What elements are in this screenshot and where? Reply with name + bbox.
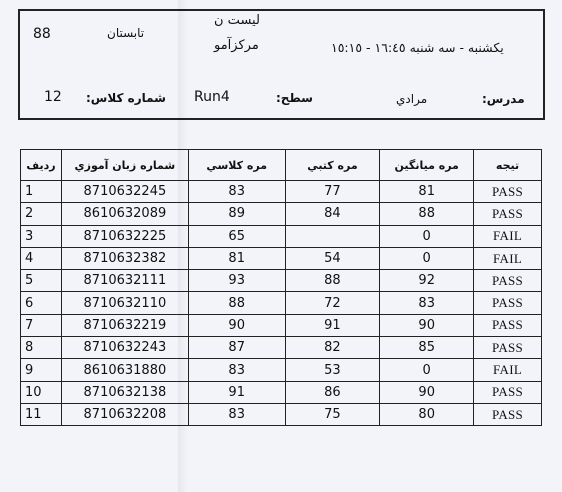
average-score-cell: 80: [380, 403, 474, 425]
paper-fold: [178, 0, 188, 492]
average-score-cell: 0: [380, 247, 474, 269]
average-score-cell: 81: [380, 181, 474, 203]
class-score-cell: 83: [188, 403, 285, 425]
row-number-cell: 9: [21, 359, 62, 381]
written-score-cell: 91: [285, 314, 380, 336]
written-score-cell: [285, 225, 380, 247]
level-value: Run4: [194, 89, 230, 105]
result-cell: PASS: [474, 203, 542, 225]
class-score-cell: 89: [188, 203, 285, 225]
result-cell: PASS: [474, 314, 542, 336]
table-row: [21, 359, 542, 381]
student-code-cell: 8710632138: [61, 381, 188, 403]
written-score-cell: 72: [285, 292, 380, 314]
result-cell: PASS: [474, 292, 542, 314]
row-number-cell: 7: [21, 314, 62, 336]
table-row: [21, 203, 542, 225]
student-code-cell: 8710632382: [61, 247, 188, 269]
class-score-cell: 87: [188, 337, 285, 359]
student-code-cell: 8610631880: [61, 359, 188, 381]
written-score-cell: 77: [285, 181, 380, 203]
class-score-cell: 83: [188, 359, 285, 381]
row-number-cell: 4: [21, 247, 62, 269]
table-row: [21, 181, 542, 203]
class-score-cell: 83: [188, 181, 285, 203]
class-score-cell: 91: [188, 381, 285, 403]
col-written-score: مره كتبي: [285, 150, 380, 181]
average-score-cell: 88: [380, 203, 474, 225]
result-cell: FAIL: [474, 359, 542, 381]
table-row: [21, 270, 542, 292]
result-cell: PASS: [474, 403, 542, 425]
written-score-cell: 54: [285, 247, 380, 269]
term-label: تابستان: [107, 26, 145, 40]
class-score-cell: 90: [188, 314, 285, 336]
grades-body: [21, 181, 542, 426]
row-number-cell: 10: [21, 381, 62, 403]
result-cell: FAIL: [474, 225, 542, 247]
table-row: [21, 403, 542, 425]
schedule: يكشنبه - سه شنبه ١٦:٤٥ - ١٥:١٥: [331, 40, 504, 55]
class-score-cell: 65: [188, 225, 285, 247]
result-cell: FAIL: [474, 247, 542, 269]
class-score-cell: 88: [188, 292, 285, 314]
grades-table: [20, 149, 542, 426]
written-score-cell: 75: [285, 403, 380, 425]
student-code-cell: 8710632243: [61, 337, 188, 359]
result-cell: PASS: [474, 337, 542, 359]
class-score-cell: 93: [188, 270, 285, 292]
term-value: 88: [33, 26, 51, 42]
teacher-value: مرادي: [396, 92, 428, 106]
student-code-cell: 8710632110: [61, 292, 188, 314]
table-row: [21, 314, 542, 336]
average-score-cell: 92: [380, 270, 474, 292]
student-code-cell: 8610632089: [61, 203, 188, 225]
row-number-cell: 3: [21, 225, 62, 247]
teacher-label: مدرس:: [482, 92, 525, 106]
written-score-cell: 88: [285, 270, 380, 292]
table-row: [21, 225, 542, 247]
class-number-label: شماره كلاس:: [86, 91, 166, 105]
average-score-cell: 90: [380, 314, 474, 336]
written-score-cell: 84: [285, 203, 380, 225]
class-score-cell: 81: [188, 247, 285, 269]
row-number-cell: 11: [21, 403, 62, 425]
class-number-value: 12: [44, 89, 62, 105]
table-row: [21, 337, 542, 359]
student-code-cell: 8710632225: [61, 225, 188, 247]
student-code-cell: 8710632245: [61, 181, 188, 203]
student-code-cell: 8710632219: [61, 314, 188, 336]
student-code-cell: 8710632208: [61, 403, 188, 425]
written-score-cell: 86: [285, 381, 380, 403]
written-score-cell: 82: [285, 337, 380, 359]
table-header-row: [21, 150, 542, 181]
col-result: تيجه: [474, 150, 542, 181]
row-number-cell: 1: [21, 181, 62, 203]
col-student-code: شماره زبان آموزي: [61, 150, 188, 181]
average-score-cell: 0: [380, 225, 474, 247]
row-number-cell: 6: [21, 292, 62, 314]
result-cell: PASS: [474, 381, 542, 403]
row-number-cell: 8: [21, 337, 62, 359]
result-cell: PASS: [474, 270, 542, 292]
row-number-cell: 2: [21, 203, 62, 225]
center-name: مركزآمو: [214, 38, 259, 53]
result-cell: PASS: [474, 181, 542, 203]
list-title: ليست ن: [214, 13, 260, 28]
table-row: [21, 247, 542, 269]
level-label: سطح:: [276, 91, 313, 105]
average-score-cell: 0: [380, 359, 474, 381]
average-score-cell: 90: [380, 381, 474, 403]
average-score-cell: 85: [380, 337, 474, 359]
table-row: [21, 381, 542, 403]
written-score-cell: 53: [285, 359, 380, 381]
table-row: [21, 292, 542, 314]
col-class-score: مره كلاسي: [188, 150, 285, 181]
col-row-number: رديف: [21, 150, 62, 181]
col-average-score: مره ميانگين: [380, 150, 474, 181]
average-score-cell: 83: [380, 292, 474, 314]
student-code-cell: 8710632111: [61, 270, 188, 292]
row-number-cell: 5: [21, 270, 62, 292]
